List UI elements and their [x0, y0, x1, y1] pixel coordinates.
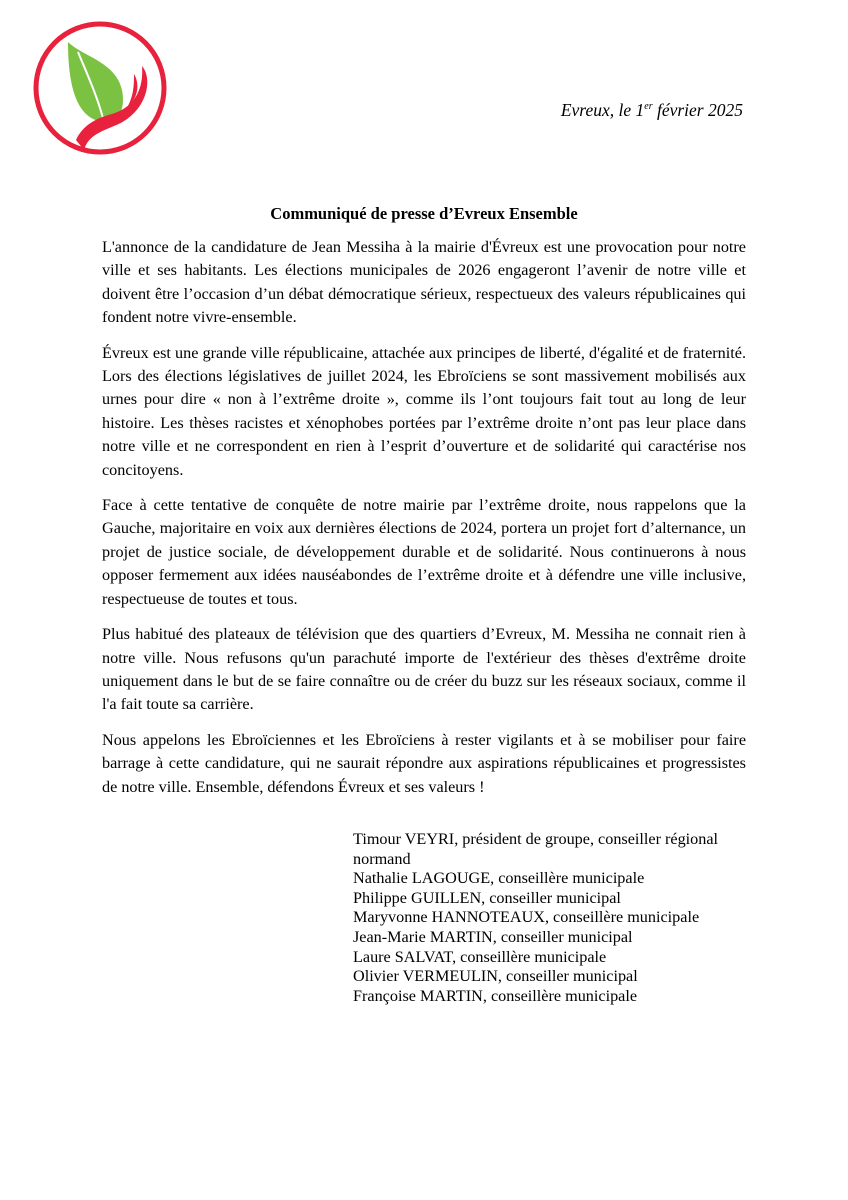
date-superscript: er [644, 101, 653, 112]
logo-leaf [68, 42, 123, 122]
date-prefix: Evreux, le 1 [560, 100, 645, 120]
press-release-title: Communiqué de presse d’Evreux Ensemble [270, 204, 578, 223]
signatory: Nathalie LAGOUGE, conseillère municipale [353, 869, 645, 888]
signatory: Jean-Marie MARTIN, conseiller municipal [353, 927, 633, 946]
date-suffix: février 2025 [652, 100, 743, 120]
signatory: Philippe GUILLEN, conseiller municipal [353, 888, 621, 907]
signatory: Laure SALVAT, conseillère municipale [353, 947, 607, 966]
signatory: Timour VEYRI, président de groupe, conseiller régional normand [353, 830, 719, 868]
paragraph: L'annonce de la candidature de Jean Messiha à la mairie d'Évreux est une provocation pour notre ville et ses habitants. Les élections municipales de 2026 engageront l’avenir de notre ville et doivent être l’occasion d’un débat démocratique sérieux, respectueux des valeurs républicaines qui fondent notre vivre-ensemble. [102, 238, 746, 327]
paragraph: Plus habitué des plateaux de télévision que des quartiers d’Evreux, M. Messiha ne connait rien à notre ville. Nous refusons qu'un parachuté importe de l'extérieur des thèses d'extrême droite uniquement dans le but de se faire connaître ou de créer du buzz sur les réseaux sociaux, comme il l'a fait toute sa carrière. [102, 625, 746, 714]
paragraph: Nous appelons les Ebroïciennes et les Ebroïciens à rester vigilants et à se mobiliser pour faire barrage à cette candidature, qui ne saurait répondre aux aspirations républicaines et progressistes de notre ville. Ensemble, défendons Évreux et ses valeurs ! [102, 730, 746, 796]
paragraph: Évreux est une grande ville républicaine, attachée aux principes de liberté, d'égalité et de fraternité. Lors des élections législatives de juillet 2024, les Ebroïciens se sont massivement mobilisés aux urnes pour dire « non à l’extrême droite », comme ils l’ont toujours fait tout au long de leur histoire. Les thèses racistes et xénophobes portées par l’extrême droite n’ont pas leur place dans notre ville et ne correspondent en rien à l’esprit d’ouverture et de solidarité qui caractérise nos concitoyens. [102, 343, 746, 479]
signatories-list [353, 830, 753, 1006]
signatory: Maryvonne HANNOTEAUX, conseillère municipale [353, 908, 700, 927]
paragraph: Face à cette tentative de conquête de notre mairie par l’extrême droite, nous rappelons que la Gauche, majoritaire en voix aux dernières élections de 2024, portera un projet fort d’alternance, un projet de justice sociale, de développement durable et de solidarité. Nous continuerons à nous opposer fermement aux idées nauséabondes de l’extrême droite et à défendre une ville inclusive, respectueuse de toutes et tous. [102, 496, 746, 608]
signatory: Françoise MARTIN, conseillère municipale [353, 986, 638, 1005]
press-release-body [102, 236, 746, 811]
signatory: Olivier VERMEULIN, conseiller municipal [353, 967, 638, 986]
logo-graphic [30, 18, 170, 158]
document-date [561, 100, 743, 121]
leaf-in-hand-logo-icon [30, 18, 170, 158]
